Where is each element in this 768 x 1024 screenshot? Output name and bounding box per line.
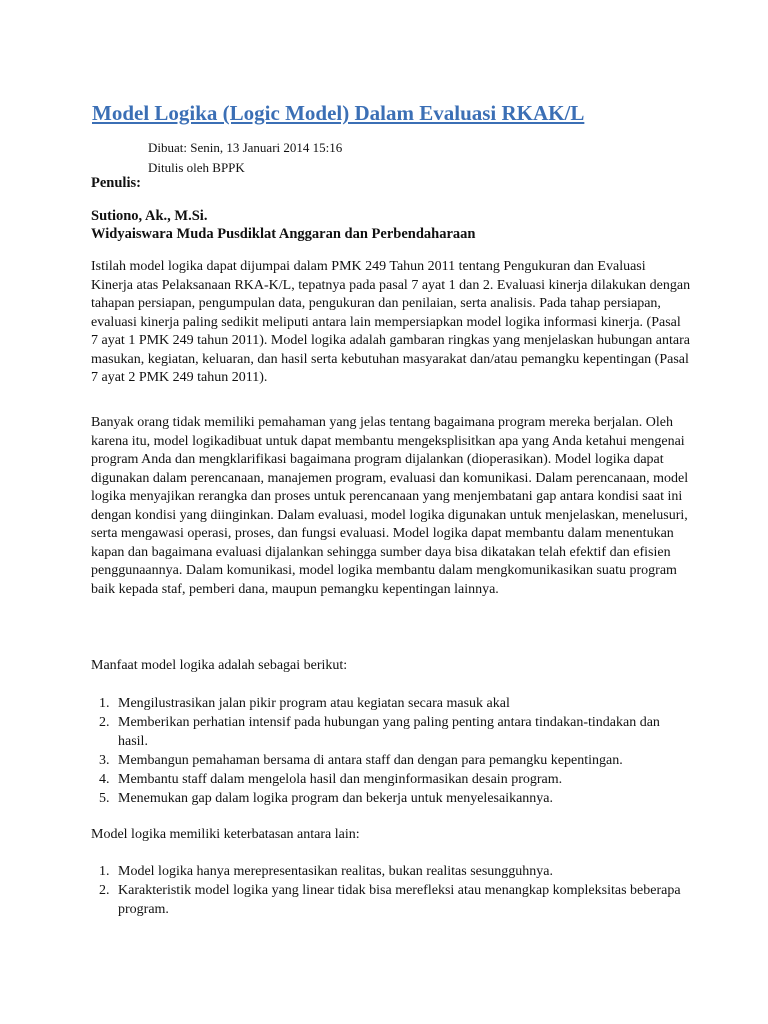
list-number: 4. [99, 772, 110, 787]
list-number: 3. [99, 753, 110, 768]
list-text: Karakteristik model logika yang linear tidak bisa merefleksi atau menangkap kompleksitas beberapa program. [118, 883, 681, 917]
list-item [91, 694, 691, 713]
author-label: Penulis: [91, 175, 141, 191]
list-item [91, 789, 691, 808]
benefits-intro: Manfaat model logika adalah sebagai berikut: [91, 658, 348, 673]
list-number: 2. [99, 883, 110, 898]
paragraph-1: Istilah model logika dapat dijumpai dalam PMK 249 Tahun 2011 tentang Pengukuran dan Evaluasi Kinerja atas Pelaksanaan RKA-K/L, tepatnya pada pasal 7 ayat 1 dan 2. Evaluasi kinerja dilakukan dengan tahapan persiapan, pengumpulan data, pengukuran dan penilaian, serta analisis. Pada tahap persiapan, evaluasi kinerja paling sedikit meliputi antara lain mempersiapkan model logika informasi kinerja. (Pasal 7 ayat 1 PMK 249 tahun 2011). Model logika adalah gambaran ringkas yang menjelaskan hubungan antara masukan, kegiatan, keluaran, dan hasil serta kebutuhan masyarakat dan/atau pemangku kepentingan (Pasal 7 ayat 2 PMK 249 tahun 2011). [91, 259, 691, 385]
list-text: Menemukan gap dalam logika program dan bekerja untuk menyelesaikannya. [118, 791, 554, 806]
list-text: Model logika hanya merepresentasikan realitas, bukan realitas sesungguhnya. [118, 864, 554, 879]
list-text: Membantu staff dalam mengelola hasil dan menginformasikan desain program. [118, 772, 563, 787]
author-name: Sutiono, Ak., M.Si. [91, 208, 208, 224]
limits-intro: Model logika memiliki keterbatasan antara lain: [91, 827, 360, 842]
list-text: Membangun pemahaman bersama di antara staff dan dengan para pemangku kepentingan. [118, 753, 623, 768]
benefits-list [91, 694, 691, 808]
list-text: Mengilustrasikan jalan pikir program atau kegiatan secara masuk akal [118, 696, 510, 711]
list-item [91, 751, 691, 770]
list-number: 5. [99, 791, 110, 806]
created-date: Dibuat: Senin, 13 Januari 2014 15:16 [148, 140, 343, 155]
list-item [91, 713, 691, 751]
list-number: 1. [99, 864, 110, 879]
list-item [91, 862, 691, 881]
article-title-link[interactable]: Model Logika (Logic Model) Dalam Evaluasi RKAK/L [92, 101, 585, 125]
list-item [91, 881, 691, 919]
list-number: 2. [99, 715, 110, 730]
paragraph-2: Banyak orang tidak memiliki pemahaman yang jelas tentang bagaimana program mereka berjalan. Oleh karena itu, model logikadibuat untuk dapat membantu mengeksplisitkan apa yang Anda ketahui mengenai program Anda dan mengklarifikasi bagaimana program dijalankan (dioperasikan). Model logika dapat digunakan dalam perencanaan, manajemen program, evaluasi dan komunikasi. Dalam perencanaan, model logika menyajikan rerangka dan proses untuk perencanaan yang menjembatani gap antara kondisi saat ini dengan kondisi yang diinginkan. Dalam evaluasi, model logika digunakan untuk menjelaskan, menelusuri, serta mengawasi operasi, proses, dan fungsi evaluasi. Model logika dapat membantu dalam menentukan kapan dan bagaimana evaluasi dijalankan sehingga sumber daya bisa dikatakan telah efektif dan efisien penggunaannya. Dalam komunikasi, model logika membantu dalam mengkomunikasikan suatu program baik kepada staf, pemberi dana, maupun pemangku kepentingan lainnya. [91, 415, 689, 597]
limits-list [91, 862, 691, 919]
written-by: Ditulis oleh BPPK [148, 160, 245, 175]
list-text: Memberikan perhatian intensif pada hubungan yang paling penting antara tindakan-tindakan dan hasil. [118, 715, 660, 749]
list-item [91, 770, 691, 789]
list-number: 1. [99, 696, 110, 711]
author-role: Widyaiswara Muda Pusdiklat Anggaran dan Perbendaharaan [91, 226, 476, 242]
